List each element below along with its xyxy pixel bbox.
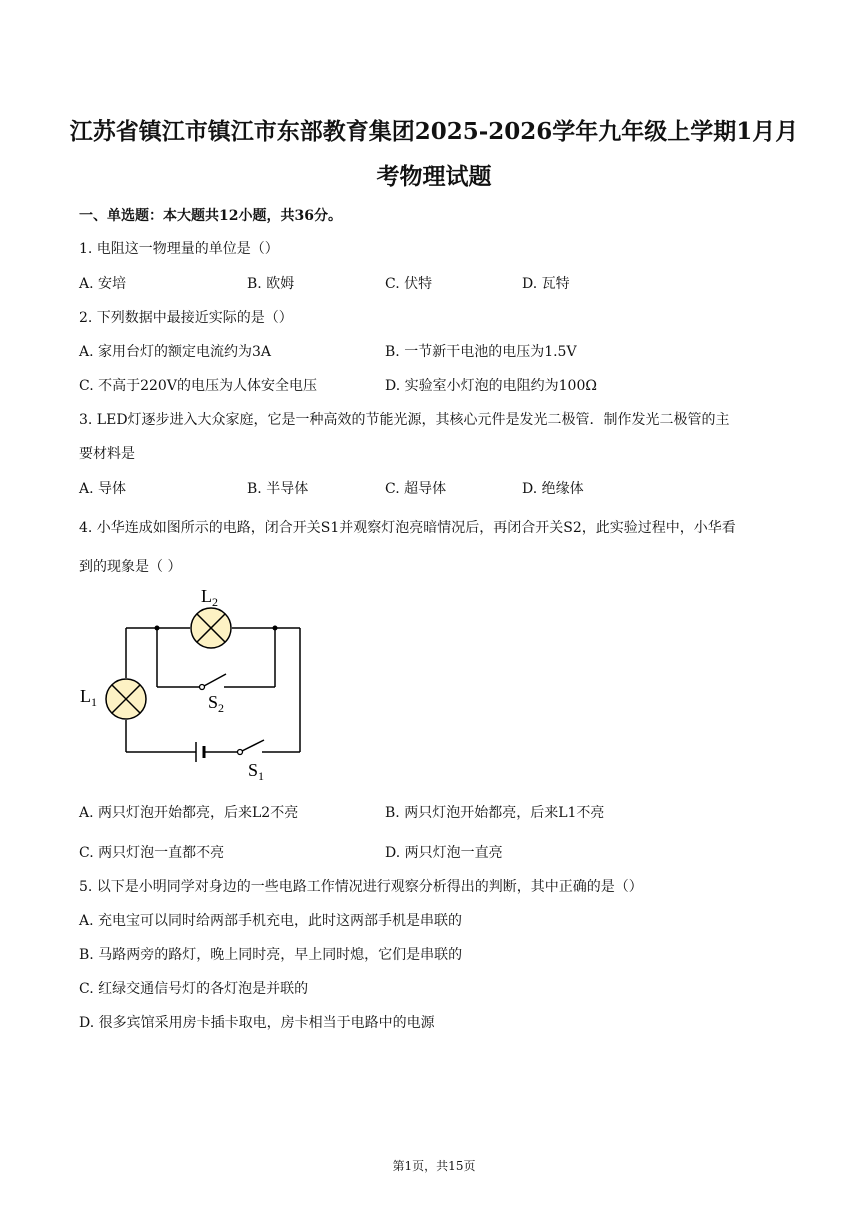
lamp-l1-icon <box>106 679 146 719</box>
label-l2: $L_2$ <box>201 586 218 609</box>
question-2-option-b: B. 一节新干电池的电压为1.5V <box>385 344 577 360</box>
question-2-stem: 2. 下列数据中最接近实际的是（） <box>79 310 293 326</box>
question-2-option-c: C. 不高于220V的电压为人体安全电压 <box>79 378 317 394</box>
lamp-l2-icon <box>191 608 231 648</box>
question-3-option-c: C. 超导体 <box>385 481 447 497</box>
question-5-option-d: D. 很多宾馆采用房卡插卡取电，房卡相当于电路中的电源 <box>79 1015 435 1031</box>
question-5-stem: 5. 以下是小明同学对身边的一些电路工作情况进行观察分析得出的判断，其中正确的是（） <box>79 879 643 895</box>
question-4-option-c: C. 两只灯泡一直都不亮 <box>79 845 225 861</box>
question-3-option-d: D. 绝缘体 <box>522 481 584 497</box>
question-2-option-d: D. 实验室小灯泡的电阻约为100Ω <box>385 378 597 394</box>
question-4-option-d: D. 两只灯泡一直亮 <box>385 845 503 861</box>
label-l1: $L_1$ <box>80 686 97 709</box>
question-3-option-b: B. 半导体 <box>247 481 309 497</box>
question-2-option-a: A. 家用台灯的额定电流约为3A <box>79 344 272 360</box>
page-title-line2: 考物理试题 <box>376 163 492 190</box>
question-3-stem-line1: 3. LED灯逐步进入大众家庭，它是一种高效的节能光源，其核心元件是发光二极管．制作发光二极管的主 <box>79 412 730 428</box>
question-5-option-a: A. 充电宝可以同时给两部手机充电，此时这两部手机是串联的 <box>79 913 463 929</box>
section-heading: 一、单选题：本大题共12小题，共36分。 <box>79 208 342 224</box>
question-1-option-c: C. 伏特 <box>385 276 433 292</box>
question-4-stem-line1: 4. 小华连成如图所示的电路，闭合开关S1并观察灯泡亮暗情况后，再闭合开关S2，此实验过程中，小华看 <box>79 520 736 536</box>
question-3-option-a: A. 导体 <box>79 481 127 497</box>
label-s2: $S_2$ <box>208 692 225 715</box>
question-3-stem-line2: 要材料是 <box>79 446 135 462</box>
page-title-line1: 江苏省镇江市镇江市东部教育集团2025-2026学年九年级上学期1月月 <box>69 118 799 145</box>
label-s1: $S_1$ <box>248 760 265 783</box>
question-1-option-a: A. 安培 <box>79 276 127 292</box>
question-4-option-a: A. 两只灯泡开始都亮，后来L2不亮 <box>79 805 299 821</box>
question-5-option-b: B. 马路两旁的路灯，晚上同时亮，早上同时熄，它们是串联的 <box>79 947 463 963</box>
question-5-option-c: C. 红绿交通信号灯的各灯泡是并联的 <box>79 981 309 997</box>
circuit-diagram <box>70 580 320 785</box>
question-1-option-d: D. 瓦特 <box>522 276 570 292</box>
question-1-option-b: B. 欧姆 <box>247 276 295 292</box>
question-1-stem: 1. 电阻这一物理量的单位是（） <box>79 241 279 257</box>
question-4-option-b: B. 两只灯泡开始都亮，后来L1不亮 <box>385 805 605 821</box>
page-footer: 第1页，共15页 <box>392 1159 476 1173</box>
question-4-stem-line2: 到的现象是（ ） <box>79 559 182 575</box>
